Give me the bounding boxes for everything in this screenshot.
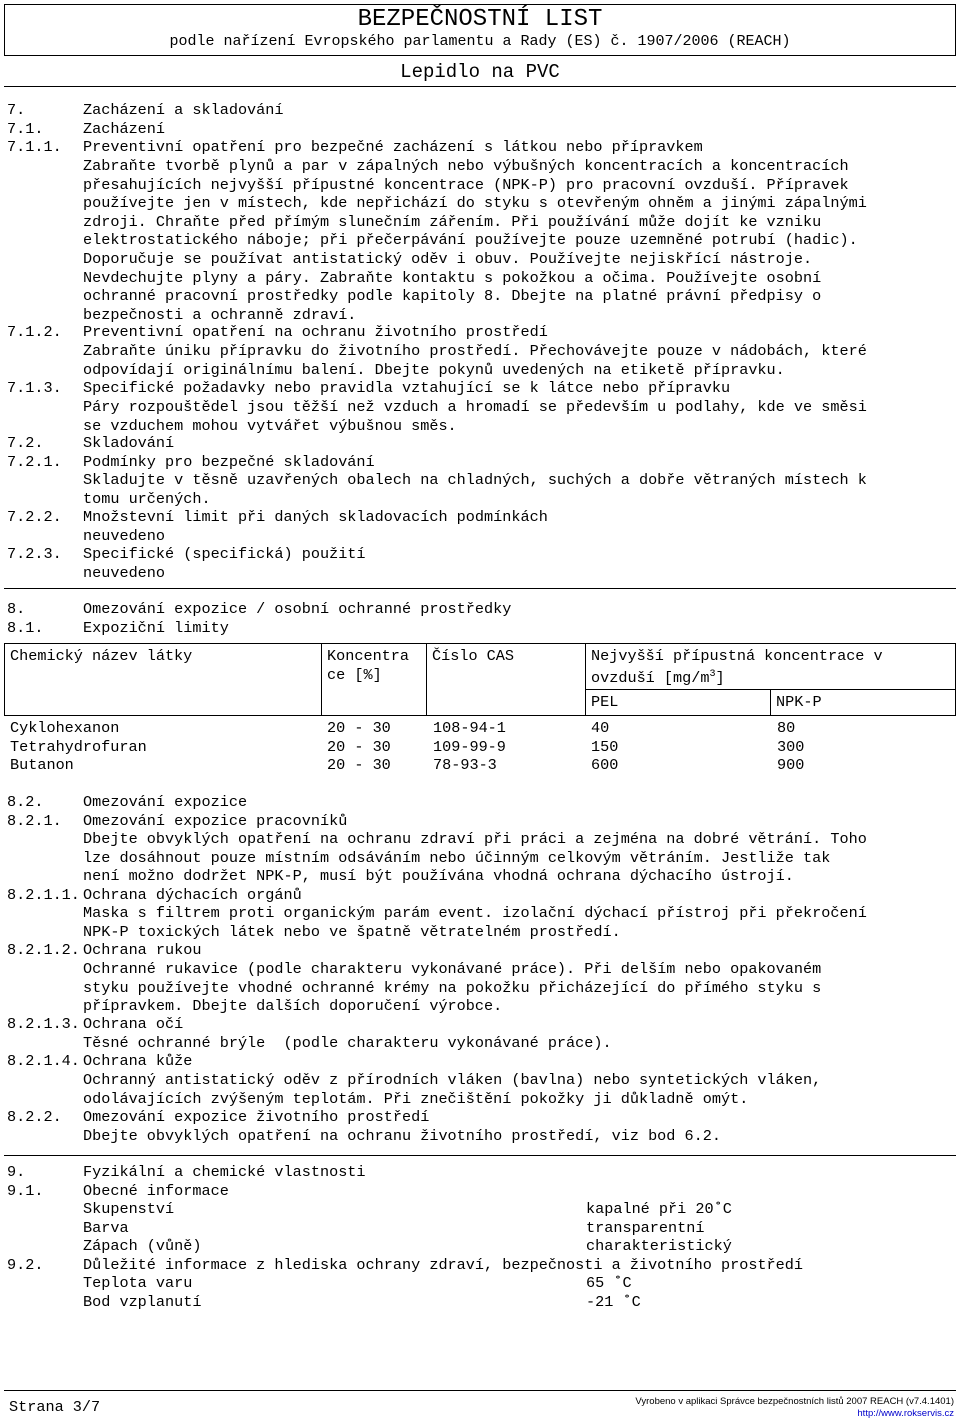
section-title: Ochrana rukou bbox=[83, 941, 202, 959]
paragraph-text: zdroji. Chraňte před přímým slunečním zářením. Při používání může dojít ke vzniku bbox=[83, 212, 822, 231]
property-value: -21 ˚C bbox=[586, 1292, 641, 1311]
paragraph-text: není možno dodržet NPK-P, musí být používána vhodná ochrana dýchacího ústrojí. bbox=[83, 867, 794, 886]
property-value: charakteristický bbox=[586, 1237, 732, 1256]
section-title: Preventivní opatření pro bezpečné zacházení s látkou nebo přípravkem bbox=[83, 138, 703, 156]
product-name: Lepidlo na PVC bbox=[400, 61, 560, 83]
table-header-name: Chemický název látky bbox=[4, 643, 322, 716]
section-number: 7.2. bbox=[7, 434, 44, 452]
table-cell-conc: 20 - 30 bbox=[327, 737, 391, 756]
divider bbox=[4, 1155, 956, 1156]
paragraph-text: Dbejte obvyklých opatření na ochranu zdraví při práci a zejména na dobré větrání. Toho bbox=[83, 830, 867, 848]
paragraph-text: Maska s filtrem proti organickým parám event. izolační dýchací přístroj při překročení bbox=[83, 904, 867, 922]
table-cell-name: Cyklohexanon bbox=[10, 719, 120, 737]
section-title: Podmínky pro bezpečné skladování bbox=[83, 453, 375, 471]
paragraph-text: odpovídají originálnímu balení. Dbejte pokynů uvedených na etiketě přípravku. bbox=[83, 360, 785, 379]
section-number: 7.2.1. bbox=[7, 453, 62, 471]
table-cell-conc: 20 - 30 bbox=[327, 719, 391, 737]
paragraph-text: Těsné ochranné brýle (podle charakteru vykonávané práce). bbox=[83, 1034, 612, 1052]
table-header-npk: NPK-P bbox=[770, 689, 956, 716]
exposure-limits-table bbox=[4, 643, 956, 716]
section-number: 8.2.2. bbox=[7, 1108, 62, 1126]
section-number: 7.2.2. bbox=[7, 508, 62, 526]
document-subtitle: podle nařízení Evropského parlamentu a Rady (ES) č. 1907/2006 (REACH) bbox=[169, 33, 791, 50]
paragraph-text: Dbejte obvyklých opatření na ochranu životního prostředí, viz bod 6.2. bbox=[83, 1127, 721, 1145]
property-name: Bod vzplanutí bbox=[83, 1292, 202, 1311]
section-number: 8.2.1.1. bbox=[7, 886, 80, 904]
section-title: Množstevní limit při daných skladovacích podmínkách bbox=[83, 508, 548, 526]
section-number: 8.2.1.4. bbox=[7, 1052, 80, 1070]
property-value: transparentní bbox=[586, 1218, 705, 1237]
property-value: kapalné při 20˚C bbox=[586, 1200, 732, 1218]
generator-text: Vyrobeno v aplikaci Správce bezpečnostních listů 2007 REACH (v7.4.1401) bbox=[635, 1396, 954, 1407]
table-cell-npk: 900 bbox=[777, 756, 805, 775]
table-cell-name: Butanon bbox=[10, 756, 74, 775]
table-cell-conc: 20 - 30 bbox=[327, 756, 391, 775]
section-title: Skladování bbox=[83, 434, 175, 452]
table-cell-cas: 108-94-1 bbox=[433, 719, 506, 737]
paragraph-text: bezpečnosti a ochranně zdraví. bbox=[83, 305, 357, 324]
paragraph-text: přesahujících nejvyšší přípustné koncentrace (NPK-P) pro pracovní ovzduší. Přípravek bbox=[83, 175, 849, 194]
table-cell-cas: 109-99-9 bbox=[433, 737, 506, 756]
section-title: Obecné informace bbox=[83, 1182, 229, 1200]
paragraph-text: používejte jen v místech, kde nepřichází do styku s otevřeným ohněm a jinými zápalnými bbox=[83, 194, 867, 213]
section-title: Expoziční limity bbox=[83, 619, 229, 637]
paragraph-text: neuvedeno bbox=[83, 564, 166, 582]
paragraph-text: ochranné pracovní prostředky podle kapitoly 8. Dbejte na platné právní předpisy o bbox=[83, 287, 822, 306]
paragraph-text: elektrostatického náboje; při přečerpávání používejte pouze uzemněné potrubí (hadic). bbox=[83, 231, 858, 250]
section-number: 7.1.2. bbox=[7, 323, 62, 341]
website-link[interactable]: http://www.rokservis.cz bbox=[857, 1408, 954, 1419]
section-title: Preventivní opatření na ochranu životního prostředí bbox=[83, 323, 548, 341]
section-title: Fyzikální a chemické vlastnosti bbox=[83, 1163, 366, 1181]
section-number: 7.1. bbox=[7, 120, 44, 138]
table-cell-cas: 78-93-3 bbox=[433, 756, 497, 775]
paragraph-text: Zabraňte úniku přípravku do životního prostředí. Přechovávejte pouze v nádobách, které bbox=[83, 342, 867, 360]
section-number: 7.1.1. bbox=[7, 138, 62, 156]
table-cell-pel: 600 bbox=[591, 756, 619, 775]
section-title: Specifické požadavky nebo pravidla vztahující se k látce nebo přípravku bbox=[83, 379, 731, 397]
section-title: Ochrana dýchacích orgánů bbox=[83, 886, 302, 904]
section-title: Ochrana kůže bbox=[83, 1052, 193, 1070]
paragraph-text: NPK-P toxických látek nebo ve špatně větratelném prostředí. bbox=[83, 922, 621, 941]
paragraph-text: Ochranné rukavice (podle charakteru vykonávané práce). Při delším nebo opakovaném bbox=[83, 960, 822, 978]
paragraph-text: Páry rozpouštědel jsou těžší než vzduch a hromadí se především u podlahy, kde ve směsi bbox=[83, 398, 867, 416]
section-number: 7. bbox=[7, 101, 26, 119]
section-title: Omezování expozice bbox=[83, 793, 248, 811]
section-number: 8.1. bbox=[7, 619, 44, 637]
paragraph-text: lze dosáhnout pouze místním odsáváním nebo účinným celkovým větráním. Jestliže tak bbox=[83, 848, 831, 867]
section-title: Důležité informace z hlediska ochrany zdraví, bezpečnosti a životního prostředí bbox=[83, 1256, 804, 1274]
paragraph-text: Nevdechujte plyny a páry. Zabraňte kontaktu s pokožkou a očima. Používejte osobní bbox=[83, 268, 822, 287]
table-cell-pel: 40 bbox=[591, 719, 610, 737]
property-name: Barva bbox=[83, 1218, 129, 1237]
table-header-cas: Číslo CAS bbox=[426, 643, 586, 716]
document-title: BEZPEČNOSTNÍ LIST bbox=[357, 6, 603, 33]
paragraph-text: Doporučuje se používat antistatický oděv i obuv. Používejte nejiskřící nástroje. bbox=[83, 250, 813, 268]
footer-divider bbox=[4, 1390, 956, 1391]
section-number: 9.1. bbox=[7, 1182, 44, 1200]
table-cell-npk: 80 bbox=[777, 719, 796, 737]
table-row bbox=[10, 719, 950, 737]
property-name: Skupenství bbox=[83, 1200, 175, 1218]
table-row bbox=[10, 756, 950, 774]
section-title: Zacházení a skladování bbox=[83, 101, 284, 119]
paragraph-text: neuvedeno bbox=[83, 527, 166, 545]
property-name: Zápach (vůně) bbox=[83, 1237, 202, 1256]
section-number: 8. bbox=[7, 600, 26, 618]
table-cell-npk: 300 bbox=[777, 737, 805, 756]
paragraph-text: Ochranný antistatický oděv z přírodních vláken (bavlna) nebo syntetických vláken, bbox=[83, 1071, 822, 1089]
footer-credit bbox=[635, 1396, 954, 1420]
section-title: Omezování expozice pracovníků bbox=[83, 812, 348, 830]
paragraph-text: styku používejte vhodné ochranné krémy na pokožku přicházející do přímého styku s bbox=[83, 978, 822, 997]
section-title: Zacházení bbox=[83, 120, 166, 138]
paragraph-text: se vzduchem mohou vytvářet výbušnou směs. bbox=[83, 416, 457, 435]
table-row bbox=[10, 738, 950, 756]
paragraph-text: tomu určených. bbox=[83, 489, 211, 508]
table-header-limits: Nejvyšší přípustná koncentrace v ovzduší $[mg/m^3]$ bbox=[585, 643, 956, 690]
section-number: 9.2. bbox=[7, 1256, 44, 1274]
paragraph-text: Zabraňte tvorbě plynů a par v zápalných nebo výbušných koncentracích a koncentracích bbox=[83, 157, 849, 175]
divider bbox=[4, 86, 956, 87]
section-title: Omezování expozice / osobní ochranné prostředky bbox=[83, 600, 512, 618]
section-title: Specifické (specifická) použití bbox=[83, 545, 366, 563]
section-number: 8.2.1.3. bbox=[7, 1015, 80, 1033]
table-cell-pel: 150 bbox=[591, 737, 619, 756]
paragraph-text: odolávajících zvýšeným teplotám. Při znečištění pokožky ji důkladně omýt. bbox=[83, 1089, 749, 1108]
property-value: 65 ˚C bbox=[586, 1274, 632, 1292]
property-name: Teplota varu bbox=[83, 1274, 193, 1292]
section-number: 8.2. bbox=[7, 793, 44, 811]
page-number: Strana 3/7 bbox=[9, 1398, 101, 1416]
section-number: 8.2.1. bbox=[7, 812, 62, 830]
section-number: 7.2.3. bbox=[7, 545, 62, 563]
document-header bbox=[4, 4, 956, 56]
paragraph-text: Skladujte v těsně uzavřených obalech na chladných, suchých a dobře větraných místech k bbox=[83, 471, 867, 489]
table-header-concentration: Koncentra ce [%] bbox=[321, 643, 427, 716]
table-header-pel: PEL bbox=[585, 689, 771, 716]
section-number: 7.1.3. bbox=[7, 379, 62, 397]
divider bbox=[4, 588, 956, 589]
section-title: Omezování expozice životního prostředí bbox=[83, 1108, 430, 1126]
section-title: Ochrana očí bbox=[83, 1015, 184, 1033]
section-number: 8.2.1.2. bbox=[7, 941, 80, 959]
paragraph-text: přípravkem. Dbejte dalších doporučení výrobce. bbox=[83, 997, 503, 1016]
table-cell-name: Tetrahydrofuran bbox=[10, 737, 147, 756]
section-number: 9. bbox=[7, 1163, 26, 1181]
